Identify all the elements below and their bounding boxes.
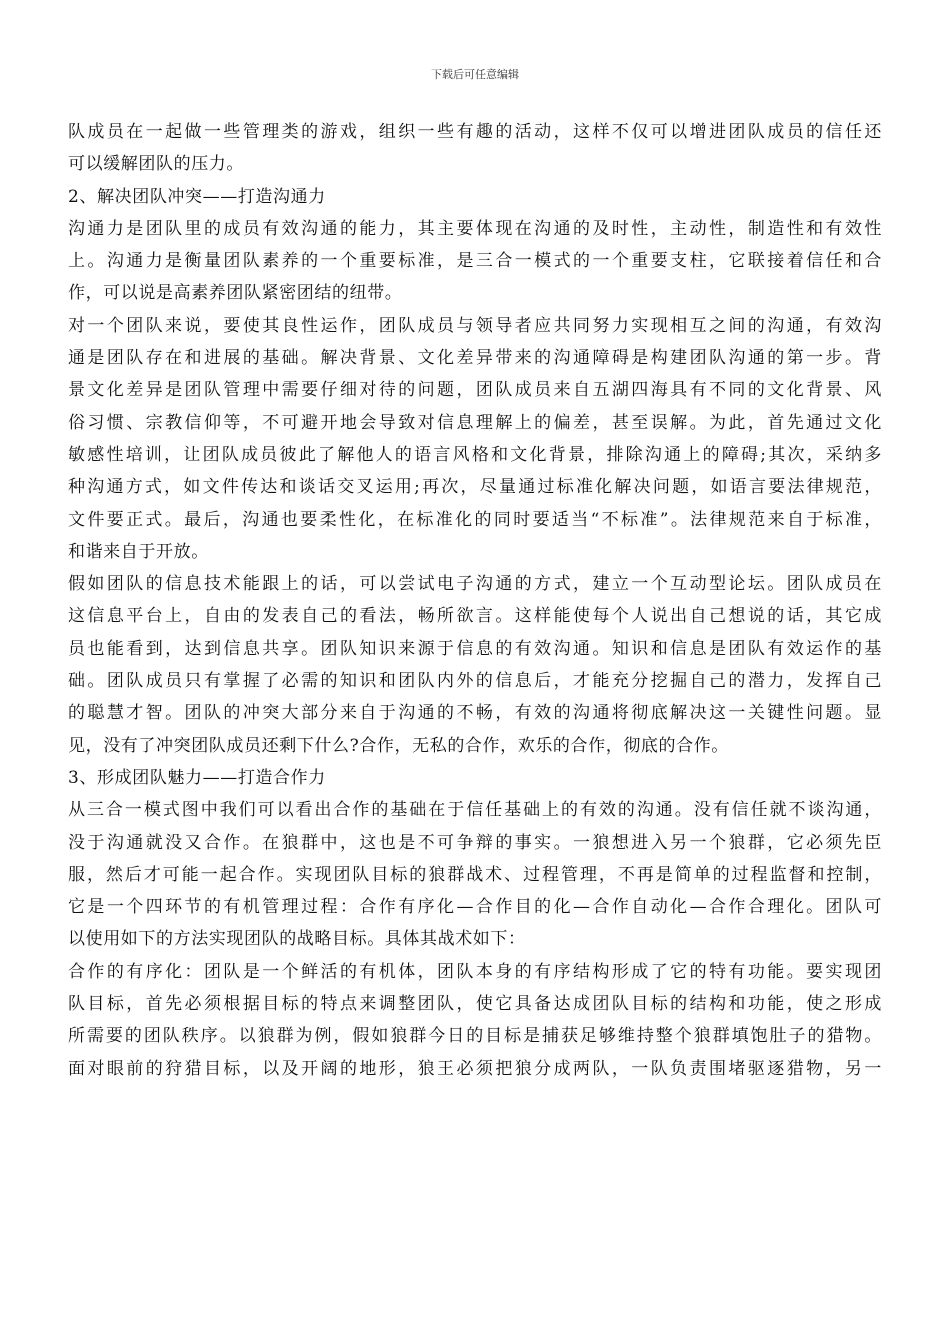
text-line: 俗习惯、宗教信仰等，不可避开地会导致对信息理解上的偏差，甚至误解。为此，首先通过文化 (68, 412, 882, 433)
text-line: 这信息平台上，自由的发表自己的看法，畅所欲言。这样能使每个人说出自己想说的话，其它成 (68, 606, 882, 627)
text-line: 见，没有了冲突团队成员还剩下什么?合作，无私的合作，欢乐的合作，彻底的合作。 (68, 735, 729, 756)
text-line: 2、解决团队冲突——打造沟通力 (68, 186, 326, 207)
text-line: 合作的有序化：团队是一个鲜活的有机体，团队本身的有序结构形成了它的特有功能。要实现团 (68, 961, 882, 982)
text-line: 种沟通方式，如文件传达和谈话交叉运用;再次，尽量通过标准化解决问题，如语言要法律规范， (68, 477, 882, 498)
text-line: 敏感性培训，让团队成员彼此了解他人的语言风格和文化背景，排除沟通上的障碍;其次，采纳多 (68, 444, 882, 465)
text-line: 队目标，首先必须根据目标的特点来调整团队，使它具备达成团队目标的结构和功能，使之形成 (68, 994, 882, 1015)
document-body (68, 116, 882, 1085)
text-line: 通是团队存在和进展的基础。解决背景、文化差异带来的沟通障碍是构建团队沟通的第一步。背 (68, 348, 882, 369)
page-header: 下载后可任意编辑 (431, 68, 519, 81)
text-line: 和谐来自于开放。 (68, 541, 209, 562)
text-line: 面对眼前的狩猎目标，以及开阔的地形，狼王必须把狼分成两队，一队负责围堵驱逐猎物，另一 (68, 1058, 882, 1079)
text-line: 从三合一模式图中我们可以看出合作的基础在于信任基础上的有效的沟通。没有信任就不谈沟通， (68, 800, 882, 821)
text-line: 文件要正式。最后，沟通也要柔性化，在标准化的同时要适当“不标准”。法律规范来自于标准， (68, 509, 882, 530)
text-line: 假如团队的信息技术能跟上的话，可以尝试电子沟通的方式，建立一个互动型论坛。团队成员在 (68, 574, 882, 595)
text-line: 上。沟通力是衡量团队素养的一个重要标准，是三合一模式的一个重要支柱，它联接着信任和合 (68, 251, 882, 272)
text-line: 可以缓解团队的压力。 (68, 154, 244, 175)
text-line: 它是一个四环节的有机管理过程：合作有序化—合作目的化—合作自动化—合作合理化。团队可 (68, 897, 882, 918)
text-line: 3、形成团队魅力——打造合作力 (68, 767, 326, 788)
text-line: 队成员在一起做一些管理类的游戏，组织一些有趣的活动，这样不仅可以增进团队成员的信任还 (68, 122, 882, 142)
text-line: 景文化差异是团队管理中需要仔细对待的问题，团队成员来自五湖四海具有不同的文化背景、风 (68, 380, 882, 401)
text-line: 服，然后才可能一起合作。实现团队目标的狼群战术、过程管理，不再是简单的过程监督和控制， (68, 864, 882, 885)
text-line: 员也能看到，达到信息共享。团队知识来源于信息的有效沟通。知识和信息是团队有效运作的基 (68, 638, 882, 659)
text-line: 以使用如下的方法实现团队的战略目标。具体其战术如下： (68, 929, 526, 950)
text-line: 沟通力是团队里的成员有效沟通的能力，其主要体现在沟通的及时性，主动性，制造性和有效性 (68, 218, 882, 239)
text-line: 作，可以说是高素养团队紧密团结的纽带。 (68, 283, 403, 304)
text-line: 所需要的团队秩序。以狼群为例，假如狼群今日的目标是捕获足够维持整个狼群填饱肚子的猎物。 (68, 1026, 882, 1047)
text-line: 的聪慧才智。团队的冲突大部分来自于沟通的不畅，有效的沟通将彻底解决这一关键性问题。显 (68, 703, 882, 724)
text-line: 础。团队成员只有掌握了必需的知识和团队内外的信息后，才能充分挖掘自己的潜力，发挥自己 (68, 671, 882, 692)
text-line: 对一个团队来说，要使其良性运作，团队成员与领导者应共同努力实现相互之间的沟通，有效沟 (68, 315, 882, 336)
text-line: 没于沟通就没又合作。在狼群中，这也是不可争辩的事实。一狼想进入另一个狼群，它必须先臣 (68, 832, 882, 853)
